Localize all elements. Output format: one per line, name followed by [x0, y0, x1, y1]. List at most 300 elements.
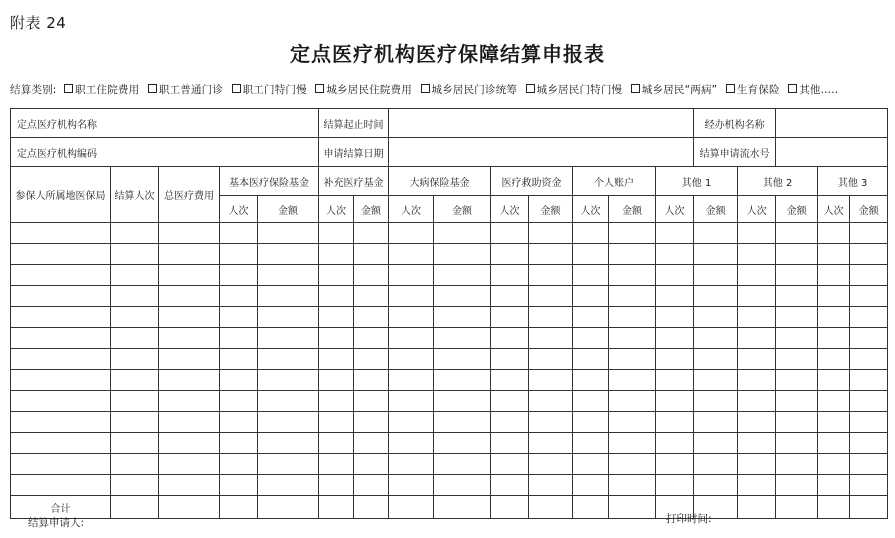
table-cell[interactable]: [738, 244, 776, 265]
table-cell[interactable]: [319, 223, 354, 244]
table-cell[interactable]: [434, 349, 491, 370]
table-cell[interactable]: [319, 412, 354, 433]
table-cell[interactable]: [159, 349, 220, 370]
category-option[interactable]: 城乡居民门特门慢: [526, 84, 623, 96]
table-cell[interactable]: [111, 244, 159, 265]
table-cell[interactable]: [609, 412, 656, 433]
table-cell[interactable]: [529, 223, 573, 244]
table-cell[interactable]: [694, 454, 738, 475]
table-cell[interactable]: [159, 370, 220, 391]
table-cell[interactable]: [818, 244, 850, 265]
table-cell[interactable]: [11, 454, 111, 475]
checkbox-icon[interactable]: [631, 84, 640, 93]
table-cell[interactable]: [694, 265, 738, 286]
checkbox-icon[interactable]: [64, 84, 73, 93]
table-cell[interactable]: [573, 223, 609, 244]
table-cell[interactable]: [529, 244, 573, 265]
table-row: [11, 454, 888, 475]
table-cell[interactable]: [573, 412, 609, 433]
table-cell[interactable]: [656, 412, 694, 433]
table-cell[interactable]: [573, 454, 609, 475]
table-cell[interactable]: [609, 328, 656, 349]
checkbox-icon[interactable]: [421, 84, 430, 93]
table-cell[interactable]: [434, 328, 491, 349]
table-cell[interactable]: [11, 244, 111, 265]
table-cell[interactable]: [434, 475, 491, 496]
appendix-label: 附表 24: [10, 14, 67, 32]
table-cell[interactable]: [434, 244, 491, 265]
table-cell[interactable]: [694, 349, 738, 370]
table-cell[interactable]: [776, 370, 818, 391]
table-cell[interactable]: [491, 496, 529, 519]
table-cell[interactable]: [529, 496, 573, 519]
table-cell[interactable]: [354, 433, 389, 454]
table-cell[interactable]: [389, 265, 434, 286]
table-cell[interactable]: [319, 328, 354, 349]
table-cell[interactable]: [850, 454, 888, 475]
table-cell[interactable]: [573, 433, 609, 454]
table-cell[interactable]: [159, 307, 220, 328]
table-cell[interactable]: [11, 307, 111, 328]
table-cell[interactable]: [656, 391, 694, 412]
table-cell[interactable]: [258, 244, 319, 265]
table-cell[interactable]: [491, 412, 529, 433]
table-cell[interactable]: [609, 349, 656, 370]
table-cell[interactable]: [159, 265, 220, 286]
table-cell[interactable]: [573, 496, 609, 519]
table-cell[interactable]: [573, 307, 609, 328]
info-row-1: [11, 109, 888, 138]
table-cell[interactable]: [159, 412, 220, 433]
table-cell[interactable]: [111, 328, 159, 349]
table-cell[interactable]: [111, 496, 159, 519]
table-cell[interactable]: [389, 412, 434, 433]
period-field[interactable]: [389, 109, 694, 138]
table-cell[interactable]: [738, 286, 776, 307]
table-cell[interactable]: [434, 433, 491, 454]
table-cell[interactable]: [529, 370, 573, 391]
table-cell[interactable]: [319, 370, 354, 391]
table-cell[interactable]: [818, 370, 850, 391]
table-cell[interactable]: [694, 433, 738, 454]
table-cell[interactable]: [491, 286, 529, 307]
table-cell[interactable]: [159, 454, 220, 475]
table-cell[interactable]: [491, 349, 529, 370]
table-cell[interactable]: [354, 475, 389, 496]
table-cell[interactable]: [776, 496, 818, 519]
table-cell[interactable]: [609, 223, 656, 244]
table-cell[interactable]: [220, 370, 258, 391]
category-option[interactable]: 城乡居民“两病”: [631, 84, 717, 96]
table-cell[interactable]: [220, 454, 258, 475]
table-cell[interactable]: [818, 265, 850, 286]
table-cell[interactable]: [776, 286, 818, 307]
table-cell[interactable]: [529, 475, 573, 496]
table-cell[interactable]: [738, 454, 776, 475]
table-cell[interactable]: [818, 475, 850, 496]
agency-field[interactable]: [776, 109, 888, 138]
table-cell[interactable]: [159, 244, 220, 265]
table-cell[interactable]: [491, 391, 529, 412]
table-cell[interactable]: [319, 496, 354, 519]
table-cell[interactable]: [573, 349, 609, 370]
table-cell[interactable]: [776, 223, 818, 244]
checkbox-icon[interactable]: [726, 84, 735, 93]
table-cell[interactable]: [738, 391, 776, 412]
table-cell[interactable]: [850, 433, 888, 454]
table-cell[interactable]: [319, 433, 354, 454]
table-cell[interactable]: [389, 307, 434, 328]
table-cell[interactable]: [220, 307, 258, 328]
table-cell[interactable]: [258, 286, 319, 307]
table-cell[interactable]: [776, 265, 818, 286]
table-cell[interactable]: [389, 349, 434, 370]
table-cell[interactable]: [258, 328, 319, 349]
table-cell[interactable]: [354, 370, 389, 391]
table-cell[interactable]: [159, 391, 220, 412]
table-cell[interactable]: [573, 265, 609, 286]
table-cell[interactable]: [529, 349, 573, 370]
category-option[interactable]: 城乡居民住院费用: [315, 84, 412, 96]
table-cell[interactable]: [111, 454, 159, 475]
table-cell[interactable]: [818, 454, 850, 475]
institution-name-cell[interactable]: 定点医疗机构名称: [11, 109, 319, 138]
table-row: [11, 412, 888, 433]
category-option[interactable]: 城乡居民门诊统筹: [421, 84, 518, 96]
table-cell[interactable]: [111, 433, 159, 454]
table-cell[interactable]: [389, 370, 434, 391]
table-cell[interactable]: [656, 307, 694, 328]
table-cell[interactable]: [776, 454, 818, 475]
table-cell[interactable]: [354, 265, 389, 286]
table-cell[interactable]: [609, 433, 656, 454]
institution-code-cell[interactable]: 定点医疗机构编码: [11, 138, 319, 167]
table-cell[interactable]: [694, 475, 738, 496]
table-cell[interactable]: [434, 454, 491, 475]
table-cell[interactable]: [11, 349, 111, 370]
table-cell[interactable]: [11, 412, 111, 433]
table-cell[interactable]: [220, 433, 258, 454]
table-cell[interactable]: [434, 286, 491, 307]
table-cell[interactable]: [11, 370, 111, 391]
table-cell[interactable]: [818, 412, 850, 433]
table-cell[interactable]: [656, 223, 694, 244]
checkbox-icon[interactable]: [526, 84, 535, 93]
table-cell[interactable]: [609, 370, 656, 391]
table-cell[interactable]: [609, 454, 656, 475]
group-header: 其他 3: [818, 167, 888, 196]
table-cell[interactable]: [738, 307, 776, 328]
table-cell[interactable]: [776, 412, 818, 433]
table-cell[interactable]: [529, 391, 573, 412]
amount-header: 金额: [434, 196, 491, 223]
table-cell[interactable]: [220, 265, 258, 286]
table-cell[interactable]: [529, 265, 573, 286]
table-cell[interactable]: [529, 286, 573, 307]
table-cell[interactable]: [220, 328, 258, 349]
table-cell[interactable]: [111, 370, 159, 391]
category-option[interactable]: 其他.....: [788, 84, 838, 96]
table-cell[interactable]: [159, 223, 220, 244]
period-label: 结算起止时间: [319, 109, 389, 138]
table-cell[interactable]: [11, 391, 111, 412]
table-cell[interactable]: [850, 475, 888, 496]
table-cell[interactable]: [258, 433, 319, 454]
table-cell[interactable]: [573, 391, 609, 412]
table-cell[interactable]: [354, 286, 389, 307]
table-cell[interactable]: [529, 454, 573, 475]
table-cell[interactable]: [319, 475, 354, 496]
table-cell[interactable]: [258, 307, 319, 328]
serial-label: 结算申请流水号: [694, 138, 776, 167]
category-option[interactable]: 职工普通门诊: [148, 84, 223, 96]
table-cell[interactable]: [776, 244, 818, 265]
category-option[interactable]: 职工门特门慢: [232, 84, 307, 96]
table-cell[interactable]: [491, 370, 529, 391]
table-cell[interactable]: [776, 475, 818, 496]
table-cell[interactable]: [258, 475, 319, 496]
table-cell[interactable]: [220, 244, 258, 265]
table-cell[interactable]: [776, 328, 818, 349]
table-cell[interactable]: [220, 223, 258, 244]
table-cell[interactable]: [529, 433, 573, 454]
table-cell[interactable]: [491, 307, 529, 328]
table-cell[interactable]: [491, 244, 529, 265]
table-cell[interactable]: [656, 286, 694, 307]
table-cell[interactable]: [111, 265, 159, 286]
table-cell[interactable]: [850, 265, 888, 286]
table-cell[interactable]: [389, 286, 434, 307]
person-times-header: 人次: [656, 196, 694, 223]
table-cell[interactable]: [850, 412, 888, 433]
table-cell[interactable]: [11, 223, 111, 244]
table-cell[interactable]: [818, 349, 850, 370]
table-cell[interactable]: [738, 223, 776, 244]
total-cost-header: 总医疗费用: [159, 167, 220, 223]
table-cell[interactable]: [738, 370, 776, 391]
table-cell[interactable]: [11, 286, 111, 307]
table-cell[interactable]: [656, 349, 694, 370]
table-cell[interactable]: [738, 412, 776, 433]
table-cell[interactable]: [573, 244, 609, 265]
table-cell[interactable]: [491, 328, 529, 349]
table-cell[interactable]: [354, 307, 389, 328]
category-option[interactable]: 职工住院费用: [64, 84, 139, 96]
table-cell[interactable]: [258, 349, 319, 370]
table-cell[interactable]: [389, 454, 434, 475]
table-cell[interactable]: [609, 307, 656, 328]
table-cell[interactable]: [491, 475, 529, 496]
table-cell[interactable]: [111, 475, 159, 496]
table-cell[interactable]: [111, 307, 159, 328]
table-cell[interactable]: [738, 496, 776, 519]
table-cell[interactable]: [850, 307, 888, 328]
table-cell[interactable]: [776, 307, 818, 328]
table-cell[interactable]: [656, 328, 694, 349]
table-cell[interactable]: [220, 496, 258, 519]
person-times-header: 人次: [319, 196, 354, 223]
table-cell[interactable]: [850, 496, 888, 519]
table-cell[interactable]: [258, 223, 319, 244]
table-cell[interactable]: [319, 286, 354, 307]
table-cell[interactable]: [220, 475, 258, 496]
table-cell[interactable]: [434, 265, 491, 286]
table-cell[interactable]: [354, 391, 389, 412]
table-cell[interactable]: [818, 496, 850, 519]
table-cell[interactable]: [258, 412, 319, 433]
table-cell[interactable]: [656, 475, 694, 496]
table-cell[interactable]: [850, 370, 888, 391]
table-cell[interactable]: [220, 391, 258, 412]
table-cell[interactable]: [258, 265, 319, 286]
table-cell[interactable]: [491, 433, 529, 454]
table-cell[interactable]: [818, 391, 850, 412]
table-cell[interactable]: [258, 454, 319, 475]
checkbox-icon[interactable]: [232, 84, 241, 93]
table-cell[interactable]: [354, 349, 389, 370]
table-cell[interactable]: [389, 223, 434, 244]
table-cell[interactable]: [738, 349, 776, 370]
table-cell[interactable]: [354, 496, 389, 519]
category-option[interactable]: 生育保险: [726, 84, 780, 96]
table-cell[interactable]: [11, 433, 111, 454]
table-cell[interactable]: [656, 244, 694, 265]
table-cell[interactable]: [354, 244, 389, 265]
table-cell[interactable]: [354, 223, 389, 244]
table-cell[interactable]: [818, 328, 850, 349]
table-cell[interactable]: [656, 265, 694, 286]
table-cell[interactable]: [656, 433, 694, 454]
table-cell[interactable]: [389, 328, 434, 349]
table-cell[interactable]: [491, 223, 529, 244]
table-cell[interactable]: [111, 391, 159, 412]
table-cell[interactable]: [434, 496, 491, 519]
table-cell[interactable]: [609, 391, 656, 412]
table-cell[interactable]: [111, 412, 159, 433]
apply-date-field[interactable]: [389, 138, 694, 167]
table-cell[interactable]: [850, 223, 888, 244]
table-cell[interactable]: [573, 328, 609, 349]
table-cell[interactable]: [694, 286, 738, 307]
table-cell[interactable]: [609, 496, 656, 519]
table-cell[interactable]: [159, 286, 220, 307]
table-cell[interactable]: [738, 475, 776, 496]
table-cell[interactable]: [319, 391, 354, 412]
table-cell[interactable]: [850, 244, 888, 265]
table-cell[interactable]: [694, 412, 738, 433]
table-cell[interactable]: [354, 328, 389, 349]
table-cell[interactable]: [159, 433, 220, 454]
table-cell[interactable]: [573, 475, 609, 496]
table-cell[interactable]: [694, 391, 738, 412]
table-cell[interactable]: [573, 370, 609, 391]
table-cell[interactable]: [11, 265, 111, 286]
table-cell[interactable]: [111, 349, 159, 370]
table-cell[interactable]: [319, 244, 354, 265]
serial-field[interactable]: [776, 138, 888, 167]
table-cell[interactable]: [389, 433, 434, 454]
table-cell[interactable]: [491, 265, 529, 286]
table-cell[interactable]: [609, 244, 656, 265]
table-cell[interactable]: [258, 370, 319, 391]
table-cell[interactable]: [573, 286, 609, 307]
table-cell[interactable]: [850, 349, 888, 370]
checkbox-icon[interactable]: [788, 84, 797, 93]
table-cell[interactable]: [319, 454, 354, 475]
table-cell[interactable]: [434, 307, 491, 328]
table-cell[interactable]: [776, 433, 818, 454]
table-cell[interactable]: [818, 286, 850, 307]
table-cell[interactable]: [159, 328, 220, 349]
table-cell[interactable]: [776, 349, 818, 370]
table-cell[interactable]: [850, 391, 888, 412]
table-cell[interactable]: [609, 475, 656, 496]
table-cell[interactable]: [258, 391, 319, 412]
table-cell[interactable]: [850, 286, 888, 307]
table-cell[interactable]: [529, 328, 573, 349]
table-cell[interactable]: [656, 370, 694, 391]
person-times-header: 人次: [818, 196, 850, 223]
table-cell[interactable]: [159, 475, 220, 496]
table-cell[interactable]: [354, 412, 389, 433]
table-cell[interactable]: [319, 349, 354, 370]
table-cell[interactable]: [319, 265, 354, 286]
table-cell[interactable]: [220, 286, 258, 307]
table-cell[interactable]: [354, 454, 389, 475]
table-cell[interactable]: [11, 475, 111, 496]
table-cell[interactable]: [694, 370, 738, 391]
table-cell[interactable]: [220, 349, 258, 370]
table-cell[interactable]: [694, 307, 738, 328]
checkbox-icon[interactable]: [315, 84, 324, 93]
table-cell[interactable]: [389, 475, 434, 496]
table-cell[interactable]: [491, 454, 529, 475]
table-cell[interactable]: [818, 223, 850, 244]
table-cell[interactable]: [776, 391, 818, 412]
table-cell[interactable]: [529, 307, 573, 328]
table-cell[interactable]: [389, 391, 434, 412]
table-cell[interactable]: [111, 286, 159, 307]
table-cell[interactable]: [111, 223, 159, 244]
table-cell[interactable]: [609, 265, 656, 286]
table-cell[interactable]: [818, 307, 850, 328]
table-cell[interactable]: [818, 433, 850, 454]
table-cell[interactable]: [738, 328, 776, 349]
group-header: 个人账户: [573, 167, 656, 196]
table-cell[interactable]: [694, 328, 738, 349]
table-cell[interactable]: [389, 496, 434, 519]
table-cell[interactable]: [738, 433, 776, 454]
table-cell[interactable]: [609, 286, 656, 307]
table-cell[interactable]: [319, 307, 354, 328]
table-cell[interactable]: [389, 244, 434, 265]
checkbox-icon[interactable]: [148, 84, 157, 93]
table-cell[interactable]: [11, 328, 111, 349]
table-cell[interactable]: [850, 328, 888, 349]
table-cell[interactable]: [258, 496, 319, 519]
table-cell[interactable]: [529, 412, 573, 433]
table-cell[interactable]: [656, 454, 694, 475]
table-cell[interactable]: [738, 265, 776, 286]
table-cell[interactable]: [220, 412, 258, 433]
table-cell[interactable]: [694, 223, 738, 244]
table-cell[interactable]: [434, 223, 491, 244]
table-cell[interactable]: [434, 370, 491, 391]
table-cell[interactable]: [694, 244, 738, 265]
table-cell[interactable]: [434, 391, 491, 412]
table-cell[interactable]: [434, 412, 491, 433]
table-cell[interactable]: [159, 496, 220, 519]
